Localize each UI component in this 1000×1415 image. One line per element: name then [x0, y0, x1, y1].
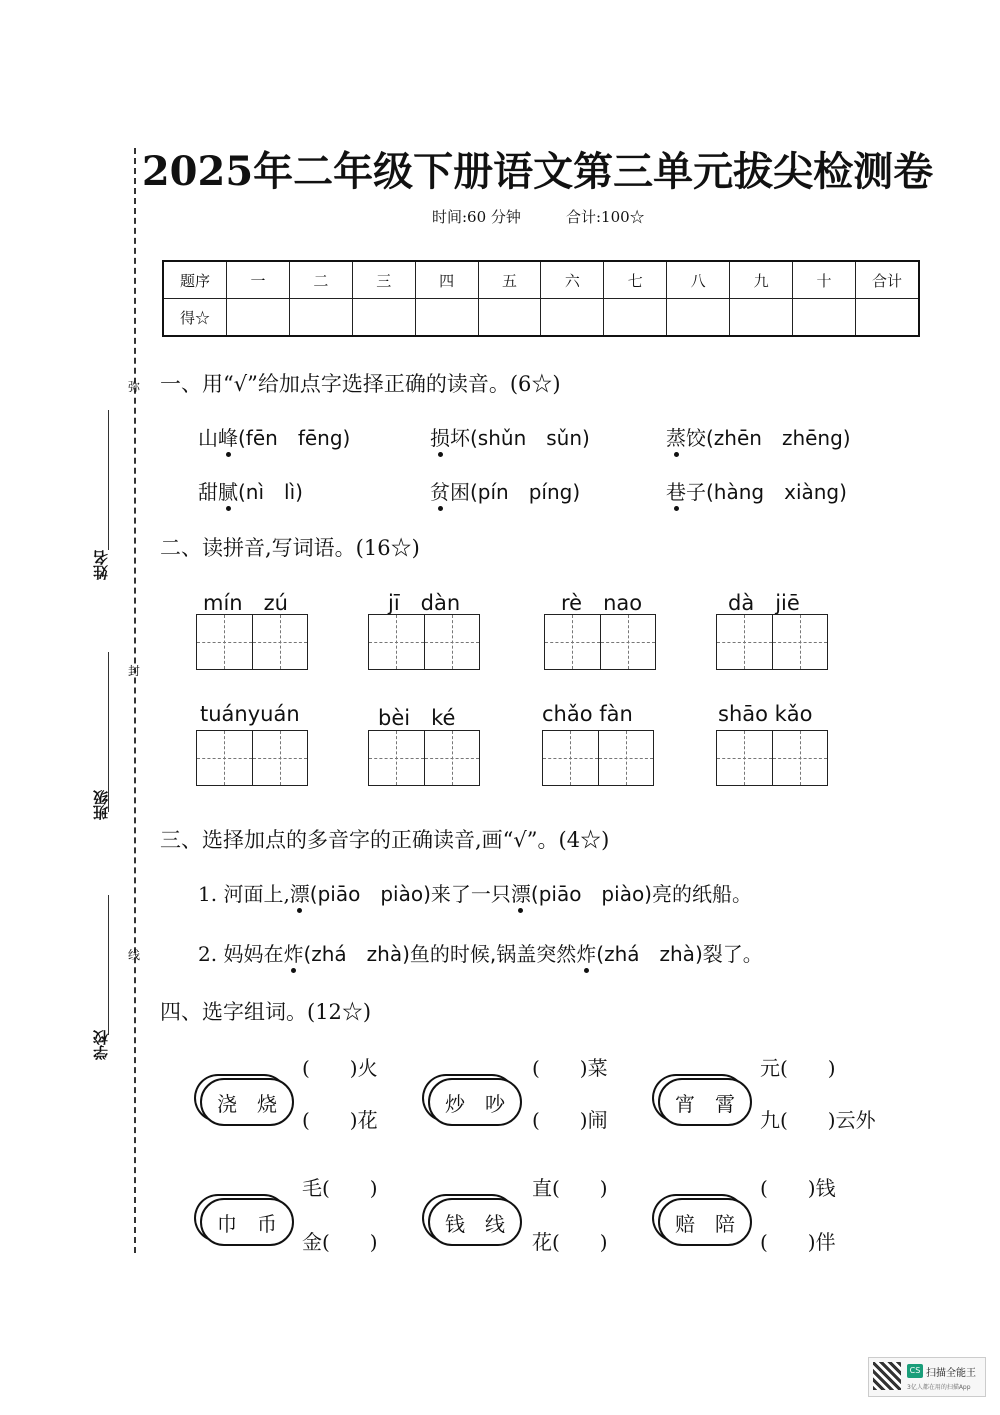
writing-grid[interactable] [368, 730, 480, 786]
q1-item [198, 476, 303, 505]
fill-blank[interactable]: ( )花 [302, 1108, 378, 1132]
score-cell[interactable] [793, 299, 856, 337]
writing-grid[interactable] [196, 730, 308, 786]
q1-item [198, 422, 350, 451]
q1-dotted-char: 峰 [218, 422, 238, 451]
score-header: 七 [604, 261, 667, 299]
pinyin-label: chǎo fàn [542, 702, 633, 726]
char-cloud: 浇 烧 [200, 1078, 294, 1126]
q1-char: 甜 [198, 480, 218, 504]
score-header: 十 [793, 261, 856, 299]
q1-pinyin[interactable]: (nì lì) [238, 480, 303, 504]
q3-dotted-char: 炸 [576, 938, 596, 967]
score-cell[interactable] [856, 299, 920, 337]
writing-grid[interactable] [716, 730, 828, 786]
q3-line [198, 938, 763, 967]
score-header: 题序 [163, 261, 227, 299]
q1-char: 饺 [686, 426, 706, 450]
score-header: 三 [352, 261, 415, 299]
pinyin-label: bèi ké [378, 706, 456, 730]
q1-item [430, 476, 580, 505]
score-header: 一 [227, 261, 290, 299]
fill-blank[interactable]: ( )火 [302, 1056, 378, 1080]
q3-text: 1. 河面上, [198, 882, 290, 906]
q1-pinyin[interactable]: (fēn fēng) [238, 426, 351, 450]
q3-text[interactable]: (piāo piào)亮的纸船。 [530, 882, 752, 906]
qr-code-icon [873, 1362, 901, 1390]
char-cloud: 钱 线 [428, 1198, 522, 1246]
char-cloud: 赔 陪 [658, 1198, 752, 1246]
score-cell[interactable] [730, 299, 793, 337]
seal-mark-3: 线 [128, 948, 141, 962]
pinyin-label: dà jiē [728, 591, 800, 615]
fill-blank[interactable]: ( )伴 [760, 1230, 836, 1254]
score-header: 五 [478, 261, 541, 299]
char-cloud: 炒 吵 [428, 1078, 522, 1126]
writing-grid[interactable] [196, 614, 308, 670]
fill-blank[interactable]: 毛( ) [302, 1176, 378, 1200]
time-info: 时间:60 分钟 [432, 208, 521, 226]
cs-logo-icon: CS [907, 1364, 923, 1378]
score-header: 六 [541, 261, 604, 299]
score-cell[interactable] [478, 299, 541, 337]
q1-char: 山 [198, 426, 218, 450]
score-header: 八 [667, 261, 730, 299]
score-header: 九 [730, 261, 793, 299]
score-cell[interactable] [415, 299, 478, 337]
q1-dotted-char: 巷 [666, 476, 686, 505]
fill-blank[interactable]: 直( ) [532, 1176, 608, 1200]
fill-blank[interactable]: 元( ) [760, 1056, 836, 1080]
score-cell[interactable] [667, 299, 730, 337]
pinyin-label: shāo kǎo [718, 702, 813, 726]
writing-grid[interactable] [542, 730, 654, 786]
score-cell[interactable] [227, 299, 290, 337]
fill-blank[interactable]: 九( )云外 [760, 1108, 876, 1132]
school-label: 学校 [92, 1030, 110, 1060]
q1-title: 一、用“√”给加点字选择正确的读音。(6☆) [160, 372, 561, 396]
score-cell[interactable] [541, 299, 604, 337]
score-header: 四 [415, 261, 478, 299]
total-info: 合计:100☆ [566, 208, 645, 226]
score-cell[interactable] [352, 299, 415, 337]
writing-grid[interactable] [368, 614, 480, 670]
q3-dotted-char: 漂 [511, 878, 531, 907]
q1-dotted-char: 腻 [218, 476, 238, 505]
q3-text[interactable]: (zhá zhà)裂了。 [596, 942, 763, 966]
pinyin-label: tuányuán [200, 702, 300, 726]
q1-dotted-char: 蒸 [666, 422, 686, 451]
school-line [108, 895, 109, 1035]
scanner-sub: 3亿人都在用的扫描App [907, 1384, 971, 1391]
binding-dashed-line [134, 148, 136, 1253]
q1-dotted-char: 损 [430, 422, 450, 451]
score-row-label: 得☆ [163, 299, 227, 337]
fill-blank[interactable]: ( )钱 [760, 1176, 836, 1200]
score-header: 合计 [856, 261, 920, 299]
pinyin-label: mín zú [203, 591, 288, 615]
q1-pinyin[interactable]: (hàng xiàng) [706, 480, 847, 504]
char-cloud: 巾 币 [200, 1198, 294, 1246]
seal-mark-1: 弥 [128, 380, 141, 394]
seal-mark-2: 封 [128, 664, 141, 678]
score-table [162, 260, 920, 337]
char-cloud: 宵 霄 [658, 1078, 752, 1126]
q1-char: 坏 [450, 426, 470, 450]
score-header-row [163, 261, 919, 299]
q1-item [666, 422, 851, 451]
writing-grid[interactable] [716, 614, 828, 670]
class-label: 班级 [92, 790, 110, 820]
q1-pinyin[interactable]: (shǔn sǔn) [470, 426, 590, 450]
class-line [108, 652, 109, 812]
q1-pinyin[interactable]: (pín píng) [470, 480, 581, 504]
q3-dotted-char: 炸 [283, 938, 303, 967]
q1-char: 困 [450, 480, 470, 504]
q1-item [666, 476, 847, 505]
name-line [108, 410, 109, 550]
pinyin-label: rè nao [561, 591, 643, 615]
q3-text[interactable]: (zhá zhà)鱼的时候,锅盖突然 [303, 942, 577, 966]
q3-text: 2. 妈妈在 [198, 942, 284, 966]
fill-blank[interactable]: 金( ) [302, 1230, 378, 1254]
scanner-watermark [868, 1357, 986, 1397]
fill-blank[interactable]: 花( ) [532, 1230, 608, 1254]
fill-blank[interactable]: ( )闹 [532, 1108, 608, 1132]
q1-pinyin[interactable]: (zhēn zhēng) [706, 426, 851, 450]
q4-title: 四、选字组词。(12☆) [160, 1000, 372, 1024]
q3-text[interactable]: (piāo piào)来了一只 [309, 882, 511, 906]
q1-item [430, 422, 590, 451]
q1-dotted-char: 贫 [430, 476, 450, 505]
score-cell[interactable] [289, 299, 352, 337]
q3-title: 三、选择加点的多音字的正确读音,画“√”。(4☆) [160, 828, 610, 852]
q1-char: 子 [686, 480, 706, 504]
score-cell[interactable] [604, 299, 667, 337]
score-header: 二 [289, 261, 352, 299]
name-label: 姓名 [92, 550, 110, 580]
pinyin-label: jī dàn [388, 591, 461, 615]
writing-grid[interactable] [544, 614, 656, 670]
q2-title: 二、读拼音,写词语。(16☆) [160, 536, 420, 560]
page-title: 2025年二年级下册语文第三单元拔尖检测卷 [141, 148, 934, 195]
q3-dotted-char: 漂 [290, 878, 310, 907]
score-value-row [163, 299, 919, 337]
scanner-label: 扫描全能王 [926, 1368, 976, 1379]
fill-blank[interactable]: ( )菜 [532, 1056, 608, 1080]
q3-line [198, 878, 752, 907]
